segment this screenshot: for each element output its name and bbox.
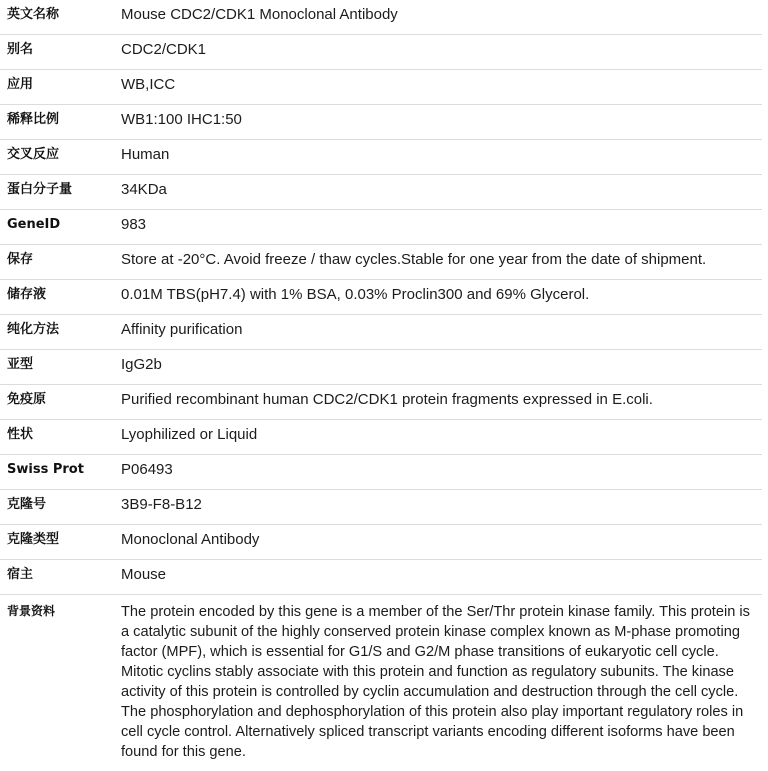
spec-label: 稀释比例 <box>7 112 60 127</box>
spec-value: CDC2/CDK1 <box>121 41 207 58</box>
spec-row-isotype <box>0 350 762 385</box>
spec-row-gene-id <box>0 210 762 245</box>
spec-label: 背景资料 <box>7 604 56 618</box>
spec-label: 交叉反应 <box>7 147 60 162</box>
spec-label: 应用 <box>7 77 34 92</box>
spec-row-form <box>0 420 762 455</box>
spec-value: Lyophilized or Liquid <box>121 426 258 443</box>
spec-row-dilution <box>0 105 762 140</box>
spec-label: 蛋白分子量 <box>7 182 73 197</box>
spec-value: WB1:100 IHC1:50 <box>121 111 242 128</box>
spec-row-purification <box>0 315 762 350</box>
spec-label: 保存 <box>7 252 34 267</box>
spec-row-immunogen <box>0 385 762 420</box>
spec-row-cross-reactivity <box>0 140 762 175</box>
spec-row-storage <box>0 245 762 280</box>
spec-value: 34KDa <box>121 181 167 198</box>
spec-label: 克隆号 <box>7 497 47 512</box>
spec-row-application <box>0 70 762 105</box>
spec-row-clonality <box>0 525 762 560</box>
spec-row-swiss-prot <box>0 455 762 490</box>
spec-label: Swiss Prot <box>7 462 84 477</box>
spec-value: P06493 <box>121 461 173 478</box>
spec-value: IgG2b <box>121 356 162 373</box>
spec-row-clone-number <box>0 490 762 525</box>
spec-row-english-name <box>0 0 762 35</box>
spec-label: 免疫原 <box>7 392 47 407</box>
spec-value: Human <box>121 146 170 163</box>
spec-label: 宿主 <box>7 567 34 582</box>
spec-value: WB,ICC <box>121 76 176 93</box>
spec-label: 储存液 <box>7 287 47 302</box>
spec-label: 别名 <box>7 42 34 57</box>
spec-value: 0.01M TBS(pH7.4) with 1% BSA, 0.03% Proclin300 and 69% Glycerol. <box>121 286 590 303</box>
spec-value: Monoclonal Antibody <box>121 531 260 548</box>
spec-row-molecular-weight <box>0 175 762 210</box>
spec-value: Mouse CDC2/CDK1 Monoclonal Antibody <box>121 6 398 23</box>
spec-label: 克隆类型 <box>7 532 60 547</box>
spec-value: 3B9-F8-B12 <box>121 496 202 513</box>
spec-row-storage-buffer <box>0 280 762 315</box>
spec-row-alias <box>0 35 762 70</box>
spec-row-host <box>0 560 762 595</box>
spec-label: 英文名称 <box>7 7 60 22</box>
spec-label: 纯化方法 <box>7 322 60 337</box>
background-paragraph: The protein encoded by this gene is a member of the Ser/Thr protein kinase family. This protein is a catalytic subunit of the highly conserved protein kinase complex known as M-phase promoting factor (MPF), which is essential for G1/S and G2/M phase transitions of eukaryotic cell cycle. Mitotic cyclins stably associate with this protein and function as regulatory subunits. The kinase activity of this protein is controlled by cyclin accumulation and destruction through the cell cycle. The phosphorylation and dephosphorylation of this protein also play important regulatory roles in cell cycle control. Alternatively spliced transcript variants encoding different isoforms have been found for this gene. <box>121 604 750 760</box>
spec-label: 性状 <box>7 427 34 442</box>
spec-label: GeneID <box>7 217 61 232</box>
spec-value: Store at -20°C. Avoid freeze / thaw cycles.Stable for one year from the date of shipment. <box>121 251 707 268</box>
spec-row-background <box>0 595 762 763</box>
spec-label: 亚型 <box>7 357 34 372</box>
spec-value: Purified recombinant human CDC2/CDK1 protein fragments expressed in E.coli. <box>121 391 653 408</box>
spec-value: 983 <box>121 216 147 233</box>
spec-value: Mouse <box>121 566 167 583</box>
spec-value: Affinity purification <box>121 321 243 338</box>
